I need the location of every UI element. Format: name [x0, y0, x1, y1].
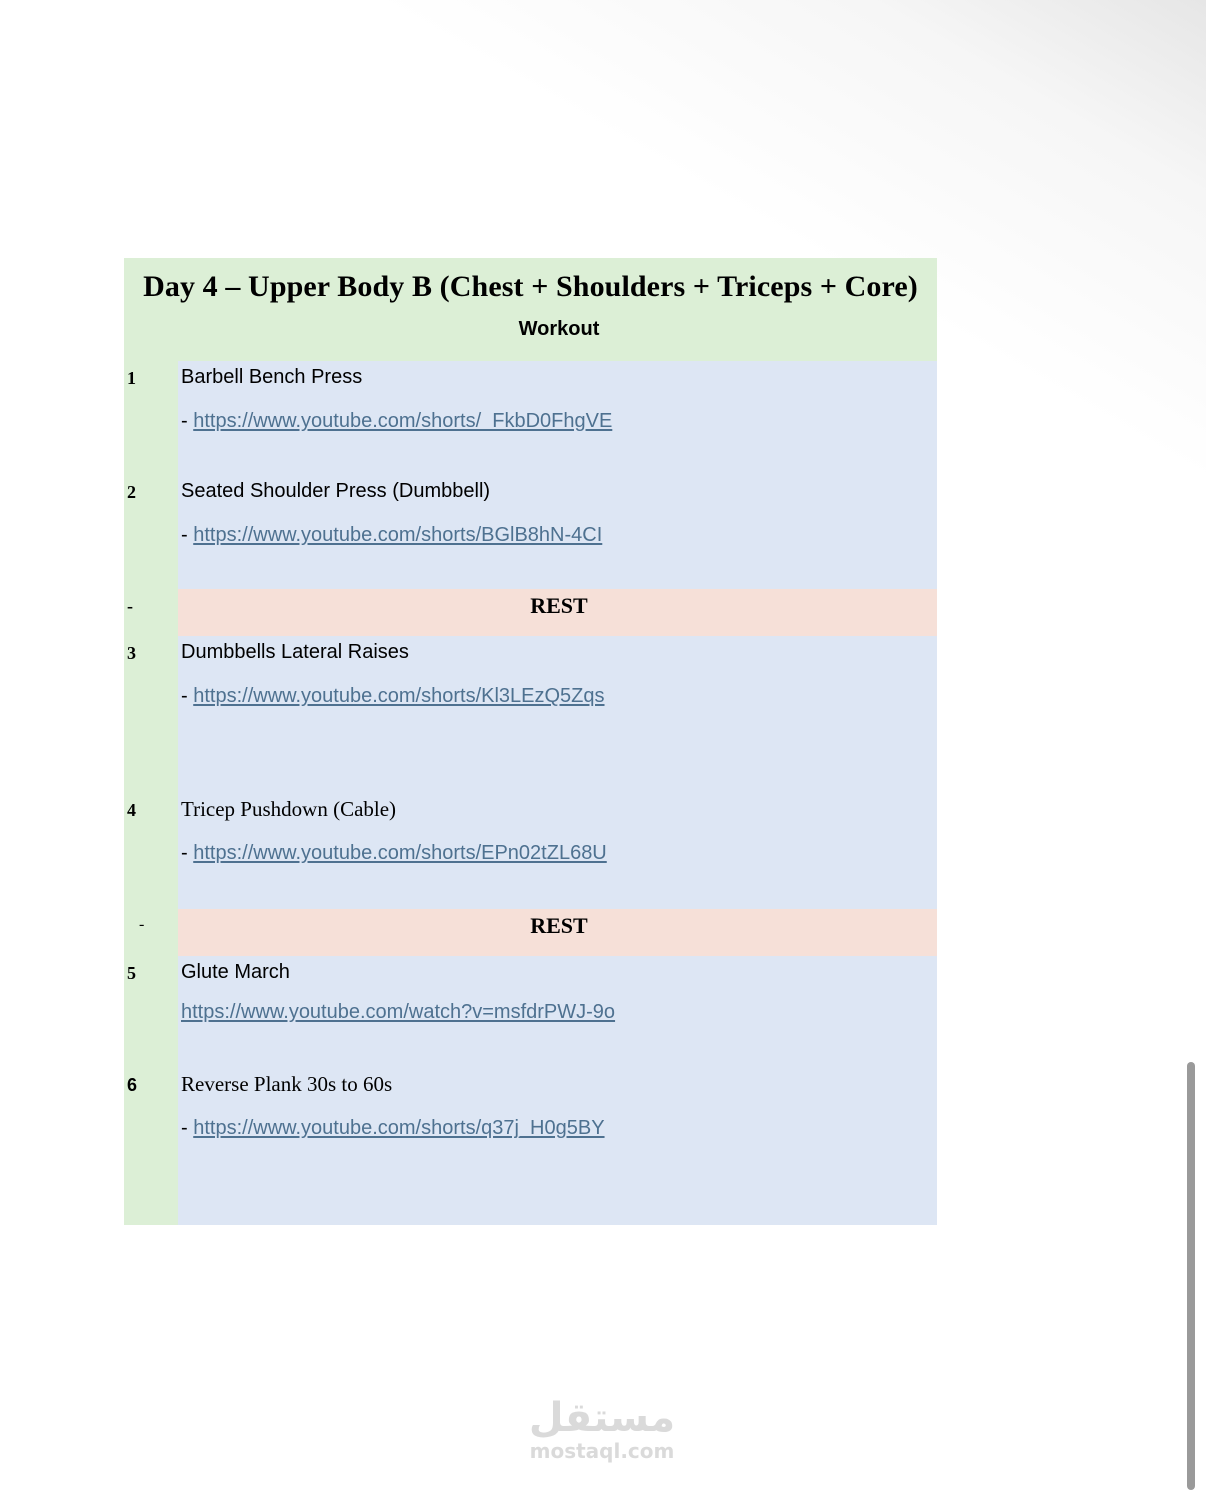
table-row [124, 361, 937, 475]
exercise-cell [178, 793, 937, 909]
link-prefix: - [181, 410, 194, 432]
table-header-row [124, 315, 937, 361]
exercise-cell [178, 956, 937, 1068]
exercise-name: Glute March [181, 961, 290, 983]
table-row [124, 793, 937, 909]
exercise-link-line [181, 684, 937, 708]
video-link[interactable]: https://www.youtube.com/shorts/EPn02tZL68U [193, 842, 607, 864]
exercise-name: Dumbbells Lateral Raises [181, 641, 409, 663]
exercise-link-line [181, 409, 937, 433]
rest-row [124, 589, 937, 636]
video-link[interactable]: https://www.youtube.com/shorts/_FkbD0FhgVE [193, 410, 613, 432]
exercise-number: 2 [124, 475, 178, 589]
watermark-arabic-logo: مستقل [528, 1395, 676, 1441]
exercise-number: 3 [124, 636, 178, 793]
exercise-number: 4 [124, 793, 178, 909]
mostaql-watermark [526, 1396, 678, 1462]
rest-marker: - [124, 909, 178, 956]
table-row [124, 636, 937, 793]
video-link[interactable]: https://www.youtube.com/shorts/q37j_H0g5BY [193, 1117, 605, 1139]
rest-row [124, 909, 937, 956]
exercise-name: Reverse Plank 30s to 60s [181, 1072, 393, 1096]
exercise-name: Barbell Bench Press [181, 366, 363, 388]
table-row [124, 475, 937, 589]
watermark-domain: mostaql.com [529, 1439, 675, 1463]
exercise-name: Seated Shoulder Press (Dumbbell) [181, 480, 491, 502]
video-link[interactable]: https://www.youtube.com/shorts/Kl3LEzQ5Zqs [193, 685, 605, 707]
exercise-link-line [181, 841, 937, 865]
exercise-number: 5 [124, 956, 178, 1068]
rest-marker: - [124, 589, 178, 636]
exercise-name: Tricep Pushdown (Cable) [181, 797, 397, 821]
exercise-number: 6 [124, 1068, 178, 1225]
exercise-cell [178, 475, 937, 589]
link-prefix: - [181, 842, 194, 864]
table-row [124, 956, 937, 1068]
workout-header: Workout [178, 315, 937, 361]
workout-table [124, 258, 937, 1225]
link-prefix: - [181, 524, 194, 546]
page-title: Day 4 – Upper Body B (Chest + Shoulders + Triceps + Core) [124, 258, 937, 315]
exercise-cell [178, 1068, 937, 1225]
exercise-link-line [181, 1000, 937, 1024]
exercise-link-line [181, 1116, 937, 1140]
rest-label: REST [178, 909, 937, 956]
exercise-cell [178, 636, 937, 793]
number-header-cell [124, 315, 178, 361]
table-row [124, 1068, 937, 1225]
exercise-cell [178, 361, 937, 475]
video-link[interactable]: https://www.youtube.com/shorts/BGlB8hN-4CI [193, 524, 603, 546]
rest-label: REST [178, 589, 937, 636]
exercise-link-line [181, 523, 937, 547]
link-prefix: - [181, 1117, 194, 1139]
vertical-scrollbar[interactable] [1187, 1062, 1195, 1490]
video-link[interactable]: https://www.youtube.com/watch?v=msfdrPWJ-9o [181, 1001, 616, 1023]
link-prefix: - [181, 685, 194, 707]
exercise-number: 1 [124, 361, 178, 475]
